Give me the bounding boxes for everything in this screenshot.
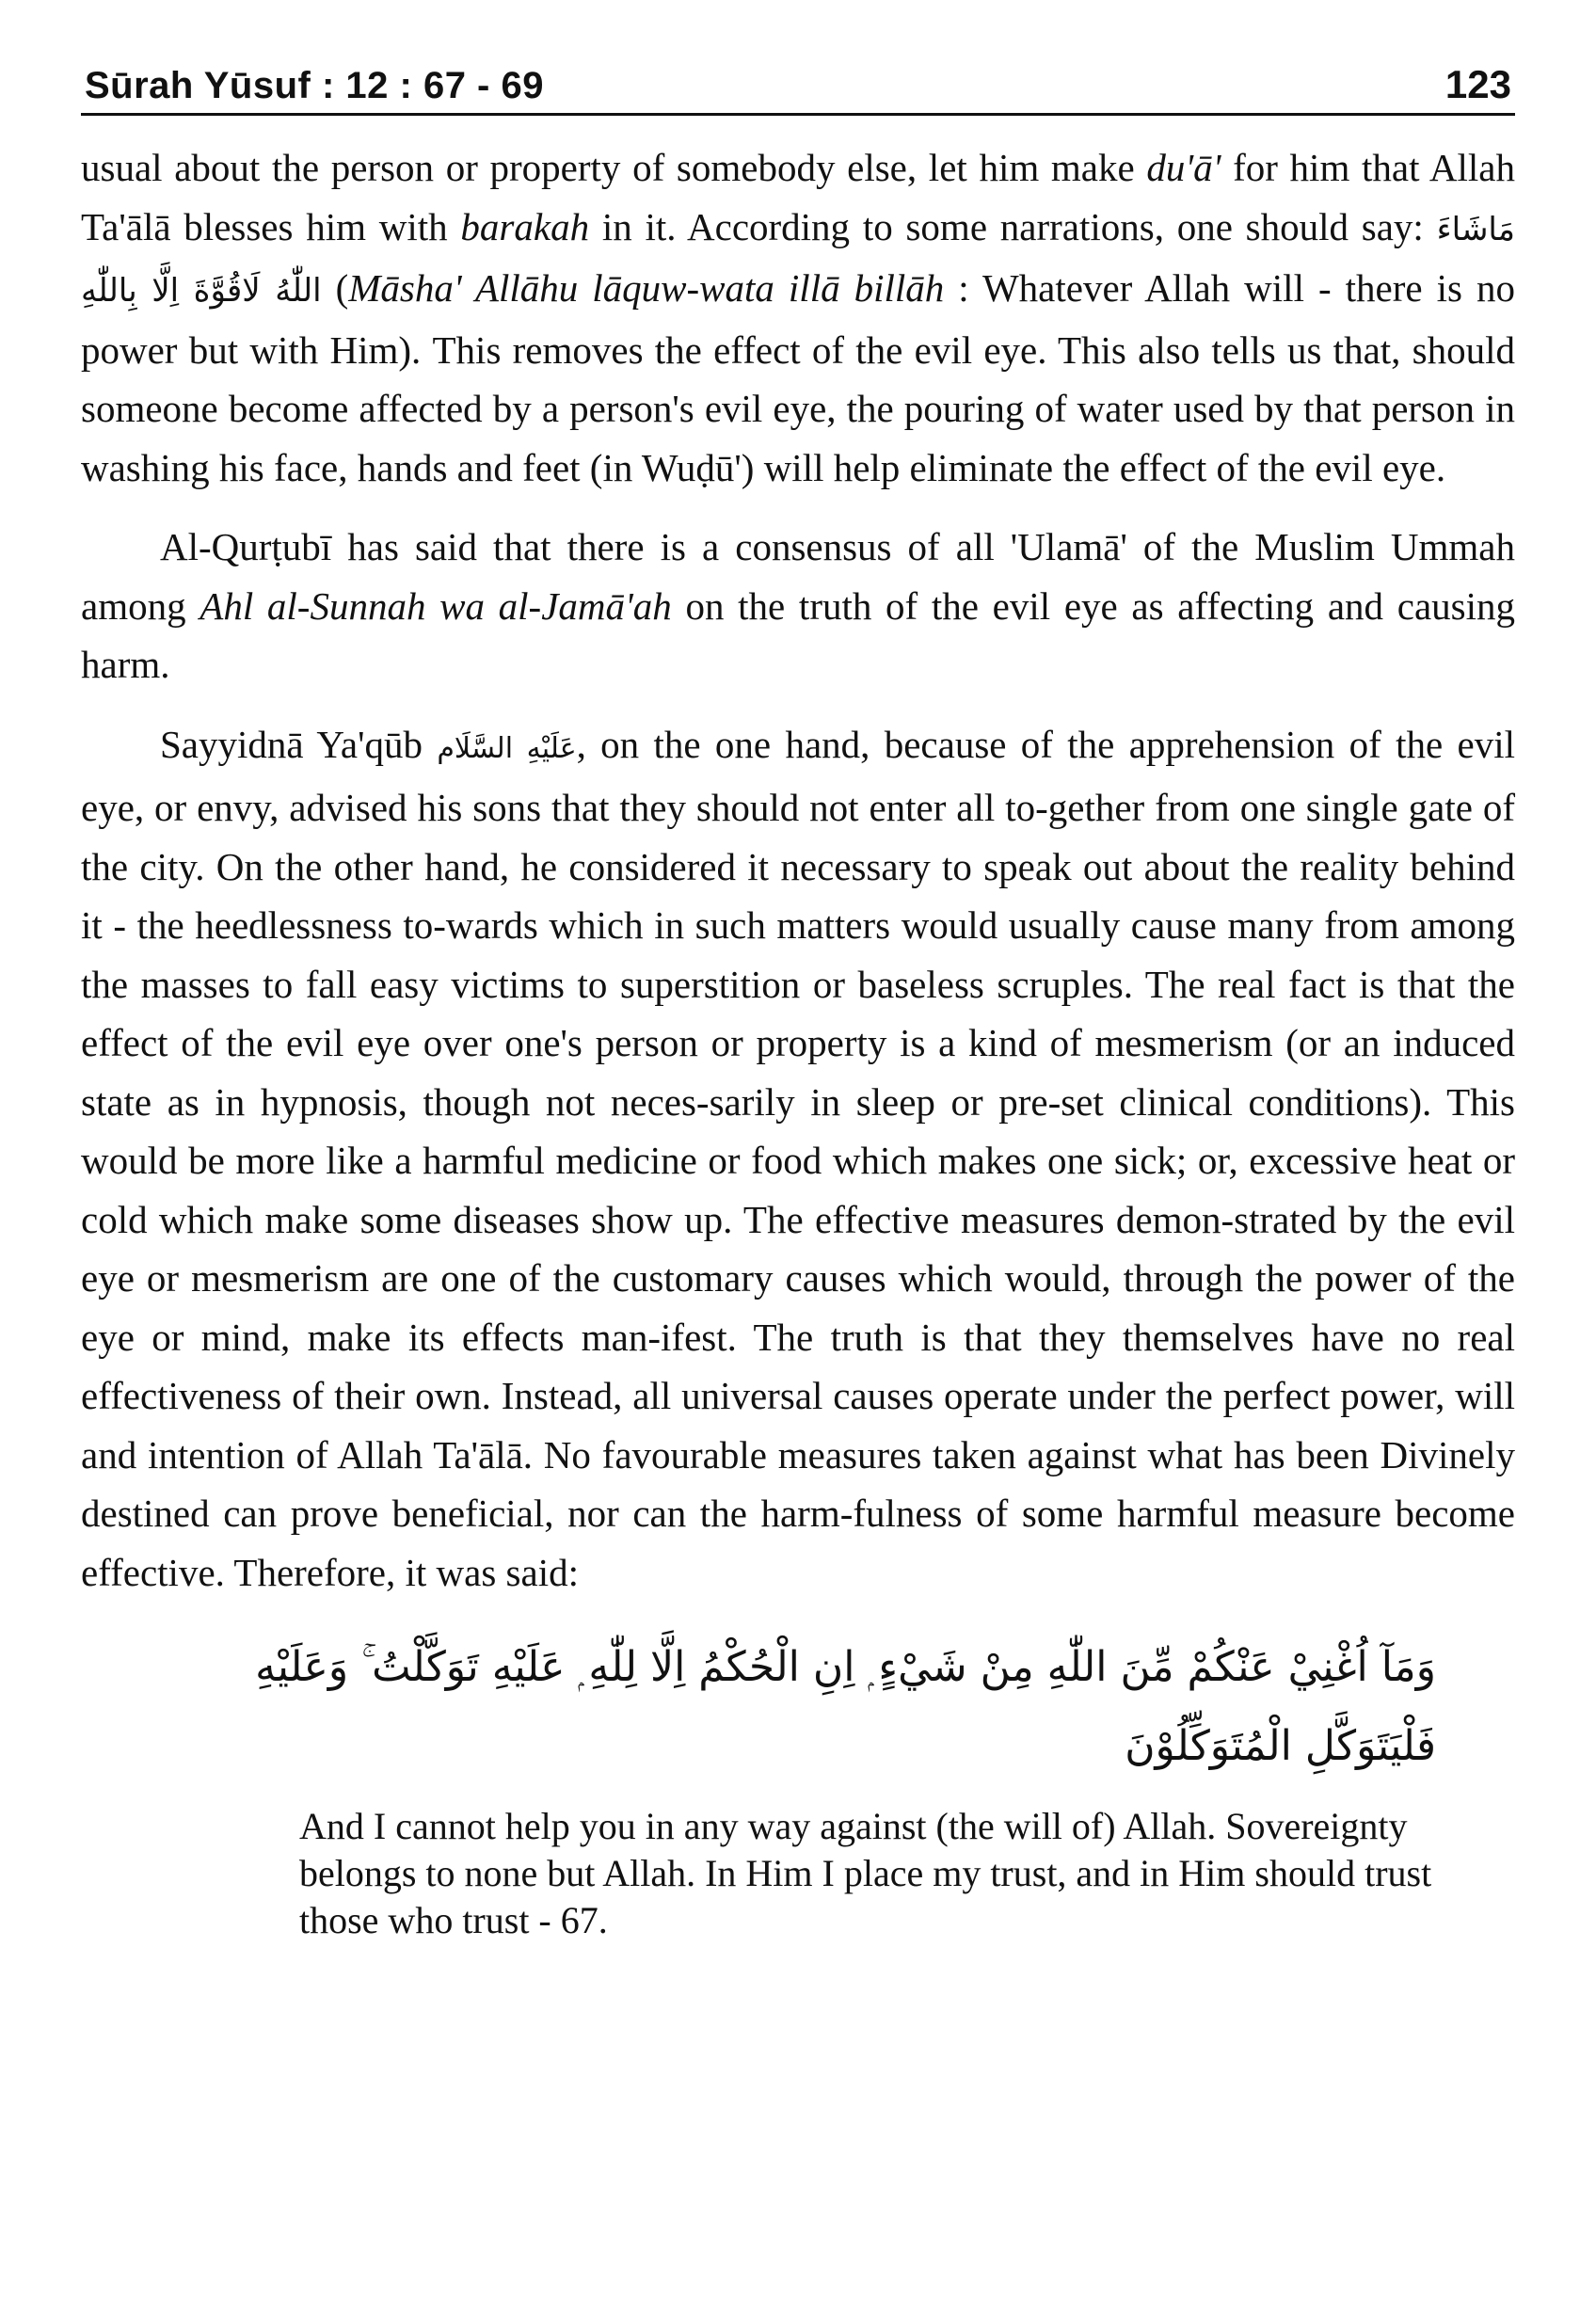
paragraph-yaqub xyxy=(81,715,1515,1603)
text-run: on the truth of the evil eye as affecting and causing harm. xyxy=(81,583,1515,686)
text-run: , on the one hand, because of the apprehension of the evil eye, or envy, advised his sons that they should not enter all to-gether from one single gate of the city. On the other hand, he considered it necessary to speak out about the reality behind it - the heedlessness to-wards which in such matters would usually cause many from among the masses to fall easy victims to superstition or baseless scruples. The real fact is that the effect of the evil eye over one's person or property is a kind of mesmerism (or an induced state as in hypnosis, though not neces-sarily in sleep or pre-set clinical conditions). This would be more like a harmful medicine or food which makes one sick; or, excessive heat or cold which make some diseases show up. The effective measures demon-strated by the evil eye or mesmerism are one of the customary causes which would, through the power of the eye or mind, make its effects man-ifest. The truth is that they themselves have no real effectiveness of their own. Instead, all universal causes operate under the perfect power, will and intention of Allah Ta'ālā. No favourable measures taken against what has been Divinely destined can prove beneficial, nor can the harm-fulness of some harmful measure become effective. Therefore, it was said: xyxy=(81,722,1515,1594)
italic-term: barakah xyxy=(460,204,590,248)
running-header xyxy=(81,38,1515,116)
text-run: for him that Allah Ta'ālā blesses him with xyxy=(81,146,1515,248)
italic-term: Ahl al-Sunnah wa al-Jamā'ah xyxy=(200,583,672,628)
text-run: ( xyxy=(321,266,349,310)
paragraph-evil-eye-dua xyxy=(81,138,1515,497)
text-run: : Whatever Allah will - there is no power but with Him). This removes the effect of the evil eye. This also tells us that, should someone become affected by a person's evil eye, the pouring of water used by that person in washing his face, hands and feet (in Wuḍū') will help eliminate the effect of the evil eye. xyxy=(81,266,1515,489)
arabic-phrase: مَاشَاءَ اللّٰهُ لَاقُوَّةَ اِلَّا بِاللّٰهِ xyxy=(81,210,1515,310)
italic-transliteration: Māsha' Allāhu lāquw-wata illā billāh xyxy=(348,266,945,310)
body-text xyxy=(81,138,1515,1602)
text-run: Sayyidnā Ya'qūb xyxy=(160,722,438,766)
honorific-symbol: عَلَيْهِ السَّلَام xyxy=(437,731,577,765)
page xyxy=(81,38,1515,1944)
text-run: in it. According to some narrations, one should say: xyxy=(589,204,1437,248)
quran-verse-block xyxy=(213,1628,1436,1944)
text-run: Al-Qurṭubī has said that there is a consensus of all 'Ulamā' of the Muslim Ummah among xyxy=(81,525,1515,628)
italic-term: du'ā' xyxy=(1146,146,1221,189)
text-run: usual about the person or property of somebody else, let him make xyxy=(81,146,1147,189)
page-number: 123 xyxy=(1444,62,1511,106)
paragraph-consensus xyxy=(81,518,1515,694)
chapter-title: Sūrah Yūsuf : 12 : 67 - 69 xyxy=(85,65,544,106)
verse-translation: And I cannot help you in any way against (the will of) Allah. Sovereignty belongs to none but Allah. In Him I place my trust, and in Him should trust those who trust - 67. xyxy=(299,1805,1432,1941)
verse-arabic: وَمَآ اُغْنِيْ عَنْكُمْ مِّنَ اللّٰهِ مِنْ شَيْءٍ ۭ اِنِ الْحُكْمُ اِلَّا لِلّٰهِ ۭ عَلَيْهِ تَوَكَّلْتُ ۚ وَعَلَيْهِ فَلْيَتَوَكَّلِ الْمُتَوَكِّلُوْنَ xyxy=(255,1643,1436,1770)
